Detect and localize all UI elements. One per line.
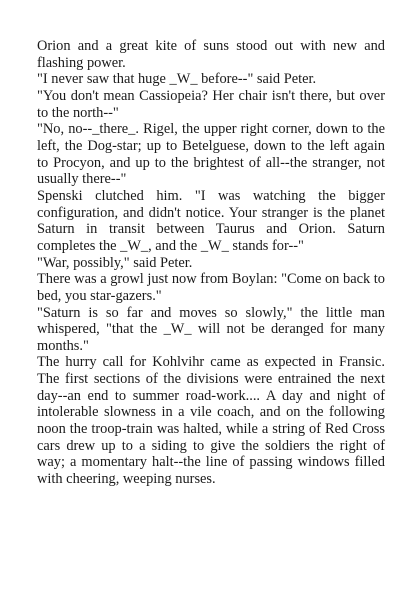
paragraph-kohlvihr: The hurry call for Kohlvihr came as expected in Fransic. The first sections of the divisions were entrained the next day--an end to summer road-work.... A day and night of intolerable slowness in a vile coach, and on the following noon the troop-train was halted, while a string of Red Cross cars drew up to a siding to give the soldiers the right of way; a momentary halt--the line of passing windows filled with cheering, weeping nurses.: [37, 354, 385, 488]
paragraph-saturn: "Saturn is so far and moves so slowly," the little man whispered, "that the _W_ will not be deranged for many months.": [37, 304, 385, 354]
paragraph-orion: Orion and a great kite of suns stood out with new and flashing power.: [37, 38, 385, 71]
paragraph-rigel: "No, no--_there_. Rigel, the upper right corner, down to the left, the Dog-star; up to Betelguese, down to the left again to Procyon, and up to the brightest of all--the stranger, not usually there--": [37, 121, 385, 188]
paragraph-spenski: Spenski clutched him. "I was watching the bigger configuration, and didn't notice. Your stranger is the planet Saturn in transit between Taurus and Orion. Saturn completes the _W_, and the _W_ stands for--": [37, 187, 385, 254]
paragraph-war: "War, possibly," said Peter.: [37, 254, 193, 271]
paragraph-peter-w: "I never saw that huge _W_ before--" said Peter.: [37, 71, 317, 88]
paragraph-boylan: There was a growl just now from Boylan: "Come on back to bed, you star-gazers.": [37, 271, 385, 304]
paragraph-cassiopeia: "You don't mean Cassiopeia? Her chair isn't there, but over to the north--": [37, 87, 385, 121]
document-page: [37, 38, 385, 488]
